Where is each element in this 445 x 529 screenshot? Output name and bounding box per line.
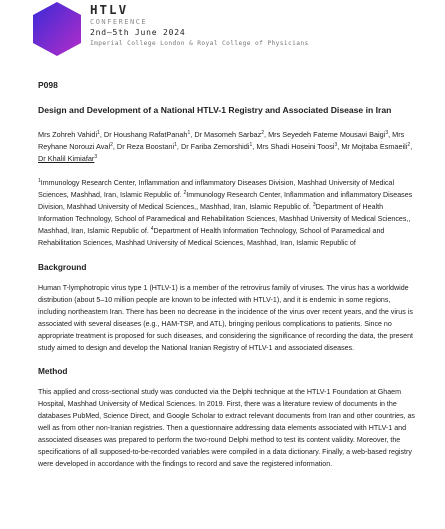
affiliation-text: Immunology Research Center, Inflammation and inflammatory Diseases Division, Mashhad University of Medical Sciences, Mashhad, Iran, Islamic Republic of.: [38, 179, 395, 199]
background-text: Human T-lymphotropic virus type 1 (HTLV-1) is a member of the retrovirus family of viruses. The virus has a worldwide distribution (about 5–10 million people are known to be infected with HTLV-1), and it is endemic in some regions, including northeastern Iran. There has been no decrease in the incidence of the virus over recent years, and the virus is associated with several diseases (e.g., HAM-TSP, and ATL), bringing perilous complications to patients. Since no appropriate treatment is proposed for such diseases, and considering the significance of recording the data, the present study aimed to design and develop the National Iranian Registry of HTLV-1 and associated diseases.: [38, 284, 414, 352]
abstract-code: P098: [38, 80, 58, 90]
conference-venue: Imperial College London & Royal College of Physicians: [90, 40, 309, 47]
author-affiliation-marker: 2: [407, 142, 411, 148]
author-name: Mrs Seyedeh Fateme Mousavi Baigi: [268, 130, 386, 139]
author-name: Mrs Shadi Hoseini Toosi: [256, 142, 335, 151]
author-affiliation-marker: 1: [249, 142, 253, 148]
author-list: [38, 129, 418, 165]
affiliation-list: [38, 177, 418, 249]
author-affiliation-marker: 1: [174, 142, 177, 148]
author-name: Mrs Reyhane Norouzi Aval: [38, 130, 405, 151]
affiliation-marker: 1: [38, 178, 41, 184]
affiliation-text: Department of Health Information Technology, School of Paramedical and Rehabilitation Sciences, Mashhad University of Medical Sciences,, Mashhad, Iran, Islamic Republic of.: [38, 203, 411, 235]
affiliation-marker: 2: [183, 190, 187, 196]
author-name: Mrs Zohreh Vahidi: [38, 130, 98, 139]
author-separator: ,: [388, 130, 393, 139]
method-text: This applied and cross-sectional study was conducted via the Delphi technique at the HTLV-1 Foundation at Ghaem Hospital, Mashhad University of Medical Sciences. In 2019. First, there was a literature review of documents in the databases PubMed, Science Direct, and Google Scholar to extract relevant documents from Iran and other countries, as well as from other non-Iranian registries. Then a questionnaire addressing data elements associated with HTLV-1 and associated diseases was prepared to perform the two-round Delphi method to test its content validity. Moreover, the specifications of all supposed-to-be-recorded variables were compiled in a data dictionary. Finally, a web-based registry were developed in accordance with the findings to record and save the registered information.: [38, 388, 415, 468]
abstract-content: [38, 80, 418, 482]
affiliation-marker: 4: [150, 226, 154, 232]
author-affiliation-marker: 3: [94, 154, 98, 160]
author-affiliation-marker: 1: [97, 130, 100, 136]
affiliation-text: Immunology Research Center, Inflammation and inflammatory Diseases Division, Mashhad University of Medical Sciences,, Mashhad, Iran, Islamic Republic of.: [38, 191, 413, 211]
author-name: Dr Reza Boostani: [116, 142, 175, 151]
author-name: Dr Masomeh Sarbaz: [194, 130, 262, 139]
author-separator: ,: [190, 130, 195, 139]
author-affiliation-marker: 2: [261, 130, 265, 136]
author-name: Dr Houshang RafatPanah: [103, 130, 188, 139]
affiliation-text: Department of Health Information Technology, School of Paramedical and Rehabilitation Sciences, Mashhad University of Medical Sciences, Mashhad, Iran, Islamic Republic of: [38, 227, 385, 247]
author-separator: ,: [112, 142, 117, 151]
background-heading: Background: [38, 262, 87, 272]
author-separator: ,: [252, 142, 257, 151]
author-separator: ,: [337, 142, 342, 151]
author-separator: ,: [176, 142, 181, 151]
conference-name: HTLV: [90, 2, 129, 17]
author-separator: ,: [99, 130, 104, 139]
author-affiliation-marker: 1: [187, 130, 191, 136]
affiliation-marker: 3: [312, 202, 316, 208]
method-heading: Method: [38, 366, 68, 376]
author-name: Dr Fariba Zemorshidi: [180, 142, 250, 151]
conference-logo-hexagon: [30, 0, 84, 58]
abstract-title: Design and Development of a National HTLV-1 Registry and Associated Disease in Iran: [38, 105, 392, 115]
author-affiliation-marker: 2: [110, 142, 113, 148]
author-separator: ,: [264, 130, 269, 139]
conference-subtitle: CONFERENCE: [90, 18, 148, 26]
author-name: Dr Khalil Kimiafar: [38, 154, 95, 163]
author-separator: ,: [410, 142, 413, 151]
conference-header: [0, 0, 445, 60]
conference-dates: 2nd–5th June 2024: [90, 28, 186, 37]
author-affiliation-marker: 3: [334, 142, 338, 148]
author-affiliation-marker: 3: [385, 130, 389, 136]
author-name: Mr Mojtaba Esmaeili: [341, 142, 408, 151]
